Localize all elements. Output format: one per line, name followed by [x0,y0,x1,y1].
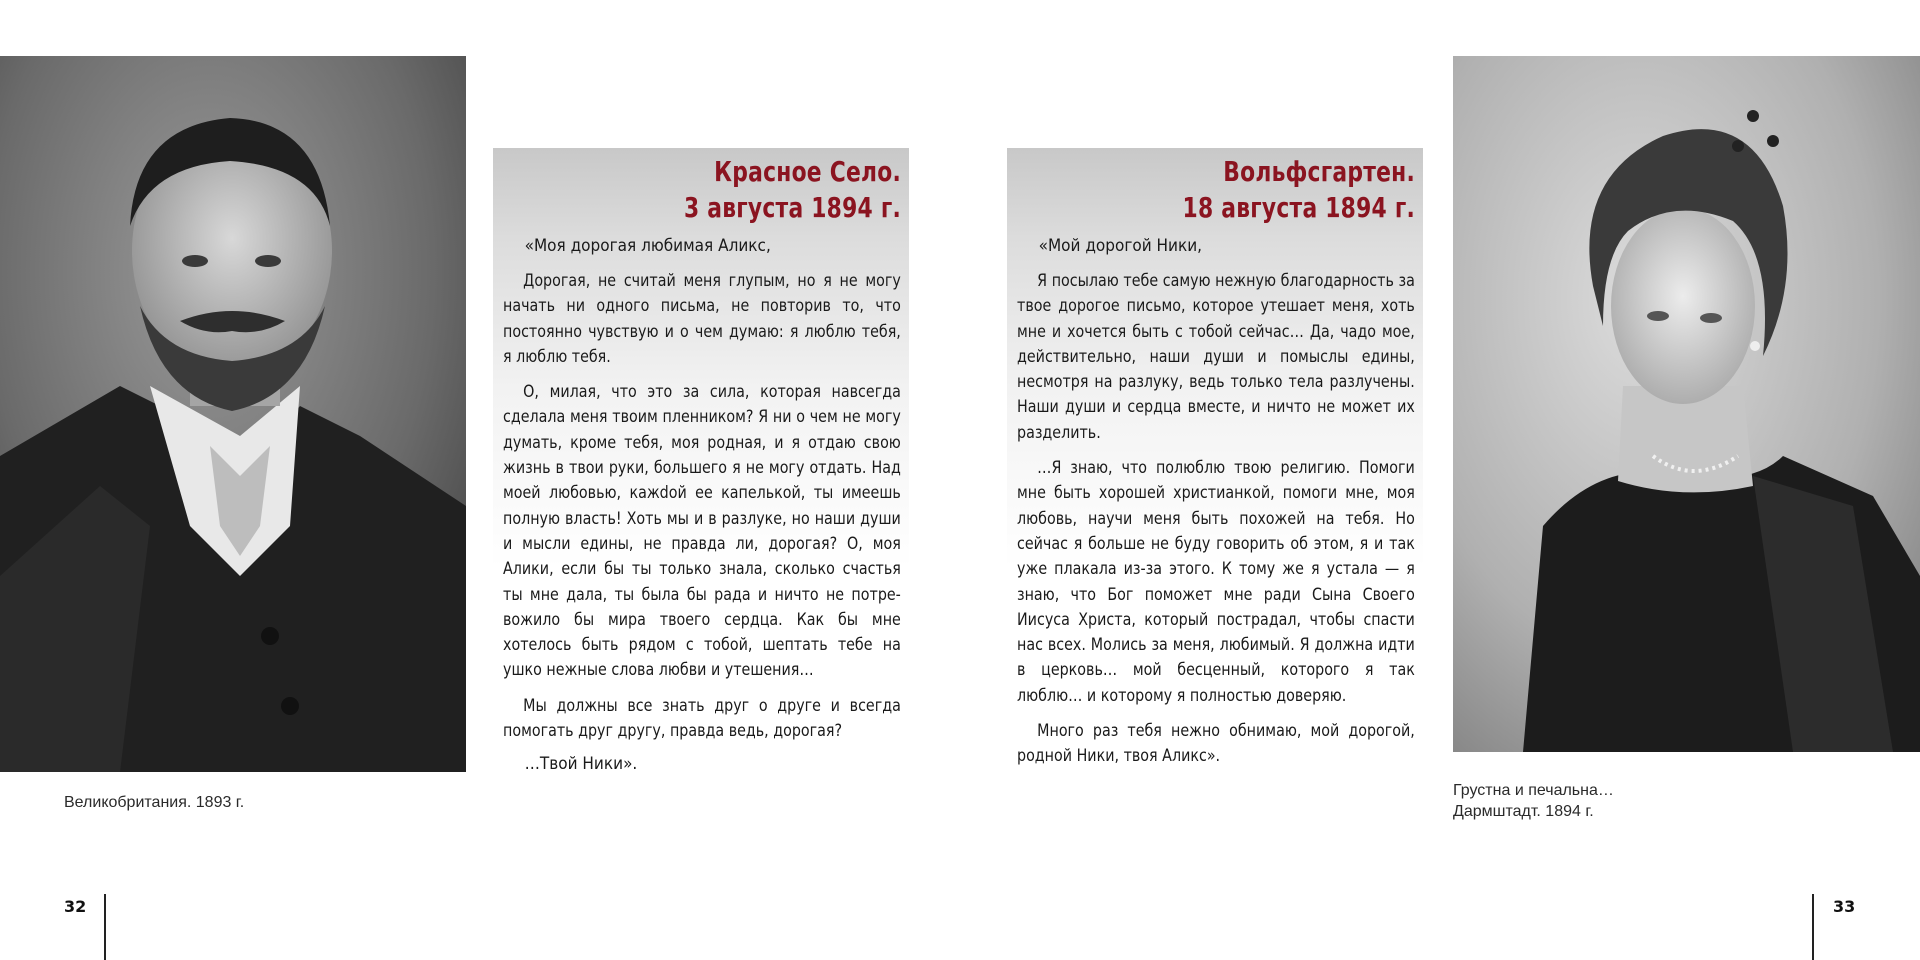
letter-paragraph: Я посылаю тебе самую нежную благодарность за твое дорогое письмо, которое утешает меня, хоть мне и хочется быть с тобой сейчас… Да, чадо мое, действительно, наши души и помыслы едины, несмотря на разлуку, ведь только тела разлучены. Наши души и сердца вместе, и ничто не может их разделить. [1017,271,1415,443]
heading-place: Вольфсгартен. [1223,155,1415,188]
caption-line: Грустна и печальна… [1453,782,1614,799]
heading-date: 18 августа 1894 г. [1182,191,1415,224]
letter-paragraph: …Я знаю, что полюблю твою религию. Помоги мне быть хорошей христианкой, помоги мне, моя любовь, научи меня быть похожей на тебя. Но сейчас я больше не буду говорить об этом, я и так уже плакала из-за этого. К тому же я устала — я знаю, что Бог поможет мне ради Сына Своего Иисуса Христа, который пострадал, чтобы спасти нас всех. Молись за меня, любимый. Я должна идти в церковь… мой бесценный, которого я так люблю… и которому я полностью доверяю. [1017,458,1415,706]
letter-heading-right [1105,148,1415,226]
caption-line: Дармштадт. 1894 г. [1453,803,1594,820]
portrait-photo-right [1453,56,1920,752]
letter-nicholas [493,148,909,838]
letter-salutation: «Мой дорогой Ники, [1038,236,1203,256]
portrait-photo-left [0,56,466,772]
letter-paragraph: Мы должны все знать друг о друге и всегда помогать друг другу, правда ведь, дорогая? [503,695,901,742]
letter-alix [1007,148,1423,838]
page-rule-right [1812,894,1814,960]
heading-date: 3 августа 1894 г. [683,191,901,224]
letter-paragraph: О, милая, что это за сила, которая навсегда сделала меня твоим пленником? Я ни о чем не могу думать, кроме тебя, моя родная, и я отдаю свою жизнь в твои руки, большего я не могу отдать. Над моей любовью, кажdой ее капелькой, ты имеешь полную власть! Хоть мы и в разлуке, но наши души и мысли едины, не правда ли, дорогая? О, моя Алики, если бы ты только знала, сколько счастья ты мне дала, ты была бы рада и ничто не потревожило бы мира твоего сердца. Как бы мне хотелось быть рядом с тобой, шептать тебе на ушко нежные слова любви и утешения… [503,382,901,681]
page-number-left: 32 [64,897,87,916]
page-rule-left [104,894,106,960]
letter-heading-left [591,148,901,226]
letter-paragraph: Дорогая, не считай меня глупым, но я не могу начать ни одного письма, не повторив то, что постоянно чувствую и о чем думаю: я люблю тебя, я люблю тебя. [503,271,901,367]
heading-place: Красное Село. [714,155,901,188]
photo-caption-left: Великобритания. 1893 г. [64,794,245,811]
page-number-right: 33 [1833,897,1856,916]
letter-salutation: «Моя дорогая любимая Аликс, [524,236,771,256]
photo-caption-right [1453,780,1614,822]
letter-signature: …Твой Ники». [524,754,638,775]
letter-paragraph: Много раз тебя нежно обнимаю, мой дорогой, родной Ники, твоя Аликс». [1017,721,1415,767]
portrait-photo-icon [1453,56,1920,752]
portrait-photo-icon [0,56,466,772]
